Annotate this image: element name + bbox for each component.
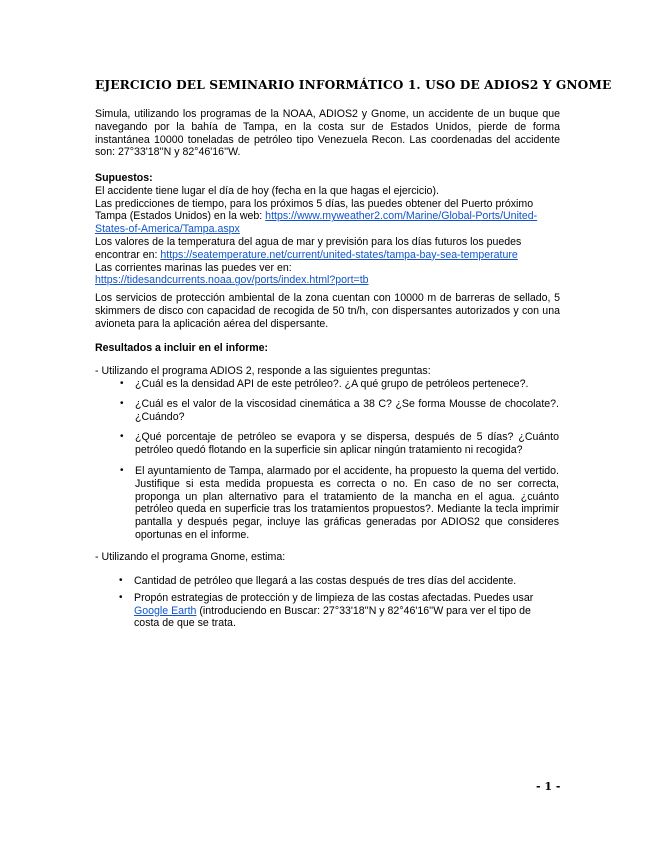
supuestos-line-weather: Las predicciones de tiempo, para los próximos 5 días, las puedes obtener del Puerto próximo	[95, 197, 534, 210]
adios-questions	[120, 378, 559, 542]
adios-intro: - Utilizando el programa ADIOS 2, responde a las siguientes preguntas:	[95, 365, 431, 377]
bullet: •	[120, 431, 124, 443]
supuestos-line-currents-link	[95, 274, 560, 287]
google-earth-link[interactable]: Google Earth	[134, 604, 197, 617]
supuestos-section	[95, 172, 560, 287]
results-heading: Resultados a incluir en el informe:	[95, 342, 269, 354]
gnome-item-text-b: (introduciendo en Buscar: 27°33'18''N y 82°46'16''W para ver el tipo de costa de que se trata.	[134, 604, 531, 630]
question-text: ¿Cuál es el valor de la viscosidad cinemática a 38 C? ¿Se forma Mousse de chocolate?. ¿Cuándo?	[135, 397, 559, 423]
supuestos-line-weather-link-cont	[95, 223, 560, 236]
resources-paragraph: Los servicios de protección ambiental de la zona cuentan con 10000 m de barreras de sellado, 5 skimmers de disco con capacidad de recogida de 50 tn/h, con dispersantes autorizados y con una avioneta para la aplicación aérea del dispersante.	[95, 292, 560, 330]
question-text: ¿Qué porcentaje de petróleo se evapora y se dispersa, después de 5 días? ¿Cuánto petróleo quedó flotando en la superficie sin aplicar ningún tratamiento ni recogida?	[135, 431, 559, 457]
intro-paragraph: Simula, utilizando los programas de la NOAA, ADIOS2 y Gnome, un accidente de un buque que navegando por la bahía de Tampa, en la costa sur de Estados Unidos, pierde de forma instantánea 10000 toneladas de petróleo tipo Venezuela Recon. Las coordenadas del accidente son: 27°33'18''N y 82°46'16''W.	[95, 108, 560, 159]
supuestos-line-seatemp-cont	[95, 249, 560, 262]
page-number: - 1 -	[536, 780, 561, 793]
supuestos-line-seatemp: Los valores de la temperatura del agua de mar y previsión para los días futuros los puedes	[95, 235, 522, 248]
seatemp-link[interactable]: https://seatemperature.net/current/united-states/tampa-bay-sea-temperature	[160, 248, 518, 261]
supuestos-line-weather-cont	[95, 210, 560, 223]
page-title: EJERCICIO DEL SEMINARIO INFORMÁTICO 1. USO DE ADIOS2 Y GNOME	[95, 78, 612, 92]
bullet: •	[119, 575, 123, 586]
list-item	[120, 378, 559, 391]
adios-question-list	[120, 378, 559, 542]
list-item	[120, 464, 559, 542]
weather-label: Tampa (Estados Unidos) en la web:	[95, 210, 266, 223]
list-item	[120, 431, 559, 457]
supuestos-line-currents: Las corrientes marinas las puedes ver en:	[95, 261, 292, 274]
supuestos-line-date: El accidente tiene lugar el día de hoy (fecha en la que hagas el ejercicio).	[95, 184, 439, 197]
seatemp-label: encontrar en:	[95, 248, 161, 261]
weather-link-cont[interactable]: States-of-America/Tampa.aspx	[95, 223, 240, 236]
bullet: •	[119, 591, 123, 603]
bullet: •	[120, 378, 124, 389]
supuestos-heading: Supuestos:	[95, 172, 153, 184]
list-item	[119, 591, 554, 630]
gnome-questions	[119, 575, 554, 630]
gnome-item-text-a: Propón estrategias de protección y de limpieza de las costas afectadas. Puedes usar	[134, 591, 534, 604]
gnome-question-list	[119, 575, 554, 630]
list-item	[119, 575, 554, 588]
gnome-intro: - Utilizando el programa Gnome, estima:	[95, 551, 286, 563]
weather-link[interactable]: https://www.myweather2.com/Marine/Global-Ports/United-	[265, 210, 538, 223]
question-text: El ayuntamiento de Tampa, alarmado por el accidente, ha propuesto la quema del vertido. Justifique si esta medida propuesta es correcta o no. En caso de no ser correcta, proponga un plan alternativo para el tratamiento de la mancha en el agua. ¿cuánto petróleo queda en superficie tras los tratamientos propuestos?. Mediante la tecla imprimir pantalla y después pegar, incluye las gráficas generadas por ADIOS2 que consideres oportunas en el informe.	[135, 464, 559, 541]
list-item	[120, 397, 559, 424]
question-text: ¿Cuál es la densidad API de este petróleo?. ¿A qué grupo de petróleos pertenece?.	[135, 378, 529, 390]
gnome-item-text: Cantidad de petróleo que llegará a las costas después de tres días del accidente.	[134, 575, 517, 587]
bullet: •	[120, 397, 124, 409]
currents-link[interactable]: https://tidesandcurrents.noaa.gov/ports/index.html?port=tb	[95, 274, 369, 287]
bullet: •	[120, 464, 124, 476]
